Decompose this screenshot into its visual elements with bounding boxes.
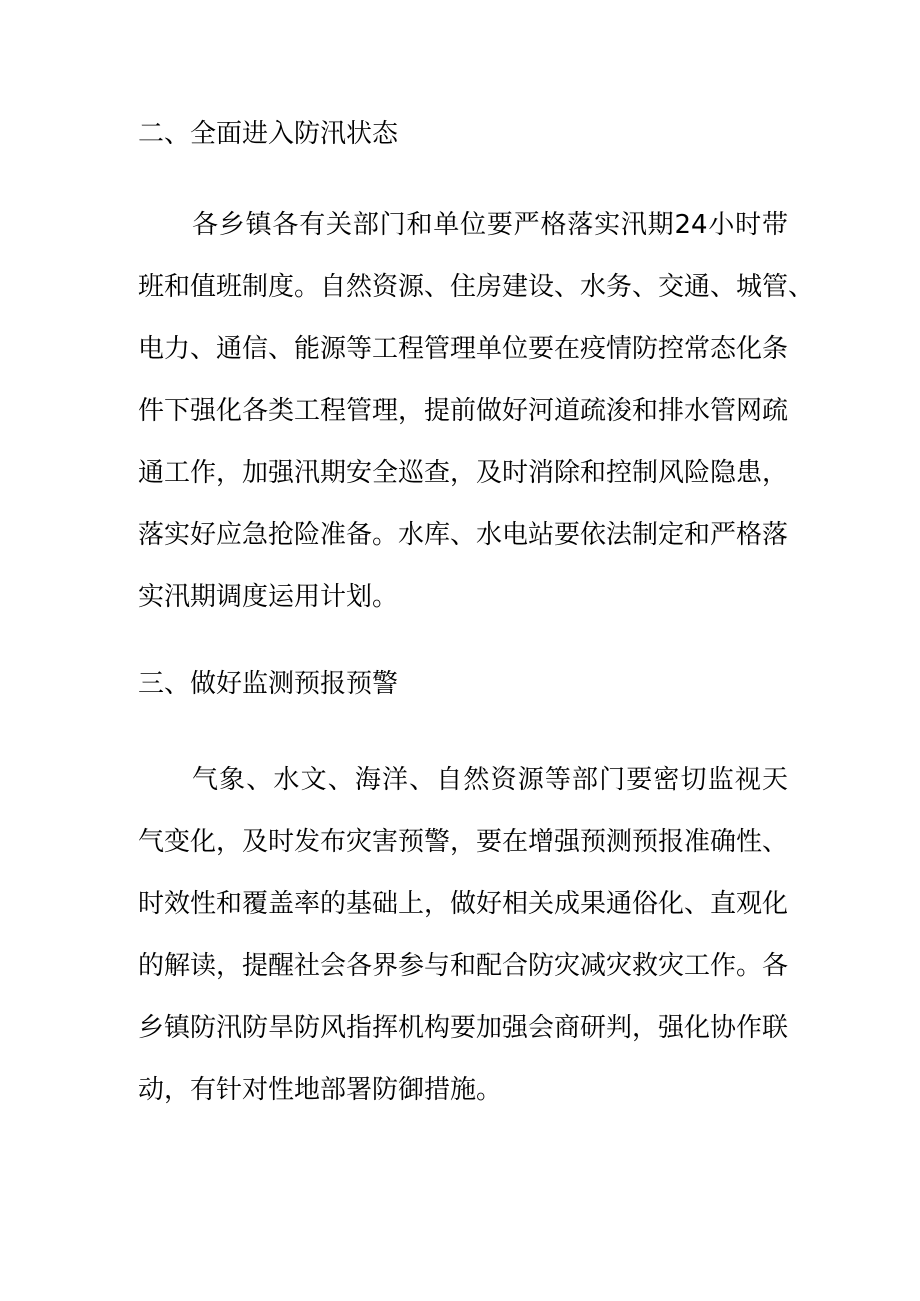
paragraph-line: 气变化，及时发布灾害预警，要在增强预测预报准确性、: [138, 827, 789, 857]
paragraph-line: 电力、通信、能源等工程管理单位要在疫情防控常态化条: [138, 334, 789, 364]
paragraph-line: 各乡镇各有关部门和单位要严格落实汛期24小时带: [192, 210, 788, 240]
section-heading-3: 三、做好监测预报预警: [138, 669, 399, 699]
paragraph-line: 时效性和覆盖率的基础上，做好相关成果通俗化、直观化: [138, 889, 789, 919]
paragraph-line: 动，有针对性地部署防御措施。: [138, 1075, 503, 1105]
paragraph-line: 实汛期调度运用计划。: [138, 582, 399, 612]
section-heading-2: 二、全面进入防汛状态: [138, 119, 399, 149]
paragraph-line: 班和值班制度。自然资源、住房建设、水务、交通、城管、: [138, 272, 815, 302]
paragraph-line: 气象、水文、海洋、自然资源等部门要密切监视天: [192, 765, 788, 795]
paragraph-line: 的解读，提醒社会各界参与和配合防灾减灾救灾工作。各: [138, 951, 789, 981]
section-3-paragraph: [138, 762, 788, 1134]
paragraph-line: 件下强化各类工程管理，提前做好河道疏浚和排水管网疏: [138, 396, 789, 426]
paragraph-line: 落实好应急抢险准备。水库、水电站要依法制定和严格落: [138, 520, 789, 550]
paragraph-line: 乡镇防汛防旱防风指挥机构要加强会商研判，强化协作联: [138, 1013, 789, 1043]
paragraph-line: 通工作，加强汛期安全巡查，及时消除和控制风险隐患，: [138, 458, 789, 488]
section-2-paragraph: [138, 207, 815, 641]
